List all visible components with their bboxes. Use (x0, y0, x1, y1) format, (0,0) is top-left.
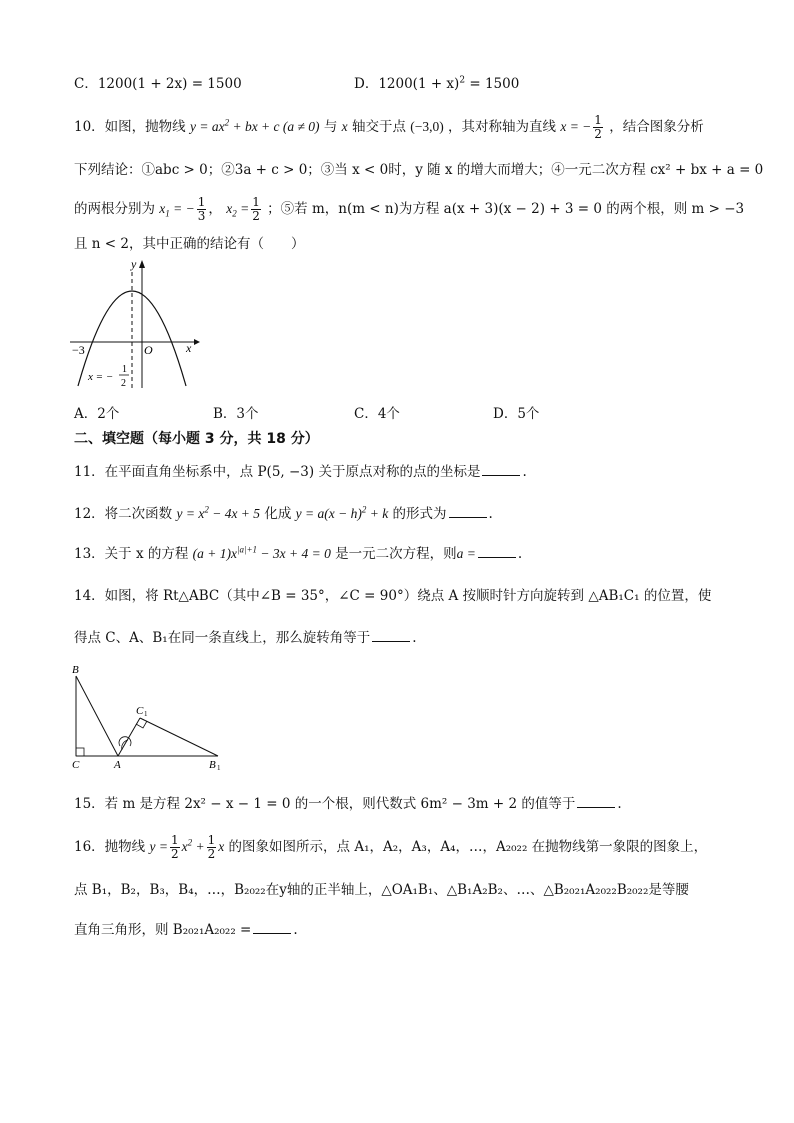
q13-a: 13．关于 x 的方程 (74, 546, 189, 562)
q14-ac1 (118, 718, 140, 756)
q10-x-arrow (194, 339, 200, 345)
q16-period: . (293, 922, 298, 938)
q15-period: . (617, 796, 622, 812)
q14-label-b1: B (209, 759, 216, 771)
q14-label-b: B (72, 664, 79, 676)
q10-x: x (341, 119, 348, 134)
q16-l1a: 16．抛物线 (74, 839, 146, 855)
q10-l1d: ，其对称轴为直线 (448, 119, 557, 135)
q10-l1b: 与 (323, 119, 338, 135)
q10-third: $\frac{1}{3}$ (197, 195, 206, 223)
q10-line4: 且 n < 2，其中正确的结论有（ ） (74, 236, 305, 252)
q14-label-b1-sub: 1 (217, 764, 221, 772)
q10-origin: O (144, 343, 153, 357)
q10-half2: $\frac{1}{2}$ (252, 195, 260, 223)
q10-root: −3 (72, 343, 85, 357)
q11-period: . (522, 464, 527, 480)
q11-text: 11．在平面直角坐标系中，点 P(5, −3) 关于原点对称的点的坐标是 (74, 464, 481, 480)
q10-axis: x = − (560, 119, 592, 134)
q9-option-c: C．1200(1 + 2x) = 1500 (74, 76, 242, 92)
q12 (74, 502, 493, 522)
q10-option-b: B．3个 (213, 406, 259, 422)
q15-blank (577, 807, 615, 808)
q10-x1: $x_1$ = − (159, 201, 195, 219)
q10-line2: 下列结论：①abc > 0；②3a + c > 0；③当 x < 0时，y 随 x 的增大而增大；④一元二次方程 cx² + bx + a = 0 (74, 162, 764, 178)
q16-func: y = (149, 839, 168, 854)
q11 (74, 460, 527, 480)
q10-l3b: ；⑤若 m，n(m < n)为方程 a(x + 3)(x − 2) + 3 = 0 的两个根，则 m > −3 (267, 201, 745, 217)
q13-eq: $(a + 1)x^{|a|+1} - 3x + 4 = 0$ (192, 544, 331, 561)
q16-line3 (74, 918, 298, 938)
q10-l3a: 的两根分别为 (74, 201, 155, 217)
q9-exp: 2 (459, 75, 466, 86)
q10-graph (70, 256, 210, 396)
q10-l1a: 10．如图，抛物线 (74, 119, 186, 135)
q9-option-d-tail: = 1500 (465, 76, 520, 92)
q10-axis-label: x = − (88, 371, 114, 383)
section-fill-in: 二、填空题（每小题 3 分，共 18 分） (74, 431, 319, 447)
q16-x: x (218, 839, 225, 854)
q16-half-b: $\frac{1}{2}$ (207, 833, 216, 861)
q10-parabola-eq: $y = ax^2$ + bx + c (a ≠ 0) (189, 117, 320, 134)
q12-func: $y = x^2 - 4x + 5$ (176, 504, 261, 521)
q16-l1b: 的图象如图所示，点 A₁，A₂，A₃，A₄，…，A₂₀₂₂ 在抛物线第一象限的图象上， (228, 839, 708, 855)
q14-line1: 14．如图，将 Rt△ABC（其中∠B = 35°，∠C = 90°）绕点 A 按顺时针方向旋转到 △AB₁C₁ 的位置，使 (74, 588, 712, 604)
q10-l1c: 轴交于点 (351, 119, 406, 135)
q10-line1 (74, 114, 704, 141)
q16-half-a: $\frac{1}{2}$ (170, 833, 179, 861)
q12-a: 12．将二次函数 (74, 506, 173, 522)
q11-blank (482, 475, 520, 476)
q12-period: . (488, 506, 493, 522)
q10-axis-den: 2 (121, 378, 126, 389)
q16-line2: 点 B₁，B₂，B₃，B₄，…，B₂₀₂₂在y轴的正半轴上，△OA₁B₁、△B₁A₂B₂、…、△B₂₀₂₁A₂₀₂₂B₂₀₂₂是等腰 (74, 882, 689, 898)
q13-c: a = (456, 546, 476, 561)
q16-blank (253, 933, 291, 934)
q16-line3-text: 直角三角形，则 B₂₀₂₁A₂₀₂₂ = (74, 922, 252, 938)
q16-line1 (74, 834, 707, 861)
q10-half: $\frac{1}{2}$ (594, 113, 602, 141)
q16-x2: $x^2$ + (181, 837, 205, 854)
q14-line2 (74, 626, 417, 646)
q13 (74, 542, 522, 562)
q13-b: 是一元二次方程，则 (335, 546, 457, 562)
q14-blank (372, 641, 410, 642)
q12-b: 化成 (264, 506, 292, 522)
q10-option-d: D．5个 (493, 406, 540, 422)
q9-option-d-text: D．1200(1 + x) (354, 76, 460, 92)
q13-blank (478, 557, 516, 558)
q10-point: (−3,0) (410, 119, 444, 134)
q10-x-label: x (186, 341, 192, 355)
q10-option-c: C．4个 (354, 406, 400, 422)
q12-blank (449, 517, 487, 518)
q9-option-d (354, 72, 519, 92)
q10-l1e: ，结合图象分析 (609, 119, 704, 135)
q14-c1b1 (140, 718, 218, 756)
q14-label-a: A (114, 759, 121, 771)
q10-line3: 的两根分别为 $x_1$ = − $\frac{1}{3}$ ， $x_2$ = $\frac{1}{2}$ ；⑤若 m，n(m < n)为方程 a(x + 3)(x − 2) + 3 = 0 的两个根，则 m > −3 (74, 195, 745, 223)
q14-line2-text: 得点 C、A、B₁在同一条直线上，那么旋转角等于 (74, 630, 371, 646)
q10-option-a: A．2个 (74, 406, 120, 422)
q10-axis-num: 1 (122, 364, 127, 375)
q14-label-c1: C (136, 705, 144, 717)
q14-period: . (412, 630, 417, 646)
q13-period: . (517, 546, 523, 562)
q14-right-angle-c (76, 748, 84, 756)
q14-ba (76, 676, 118, 756)
q15 (74, 792, 622, 812)
q12-c: 的形式为 (392, 506, 447, 522)
q14-label-c1-sub: 1 (144, 710, 148, 718)
q15-text: 15．若 m 是方程 2x² − x − 1 = 0 的一个根，则代数式 6m² − 3m + 2 的值等于 (74, 796, 576, 812)
q10-y-label: y (131, 257, 137, 271)
q14-figure (66, 664, 236, 774)
q14-label-c: C (72, 759, 80, 771)
q10-x2: $x_2$ = (226, 201, 250, 219)
q10-y-arrow (139, 260, 145, 268)
q12-form: $y = a(x - h)^2 + k$ (295, 504, 389, 521)
